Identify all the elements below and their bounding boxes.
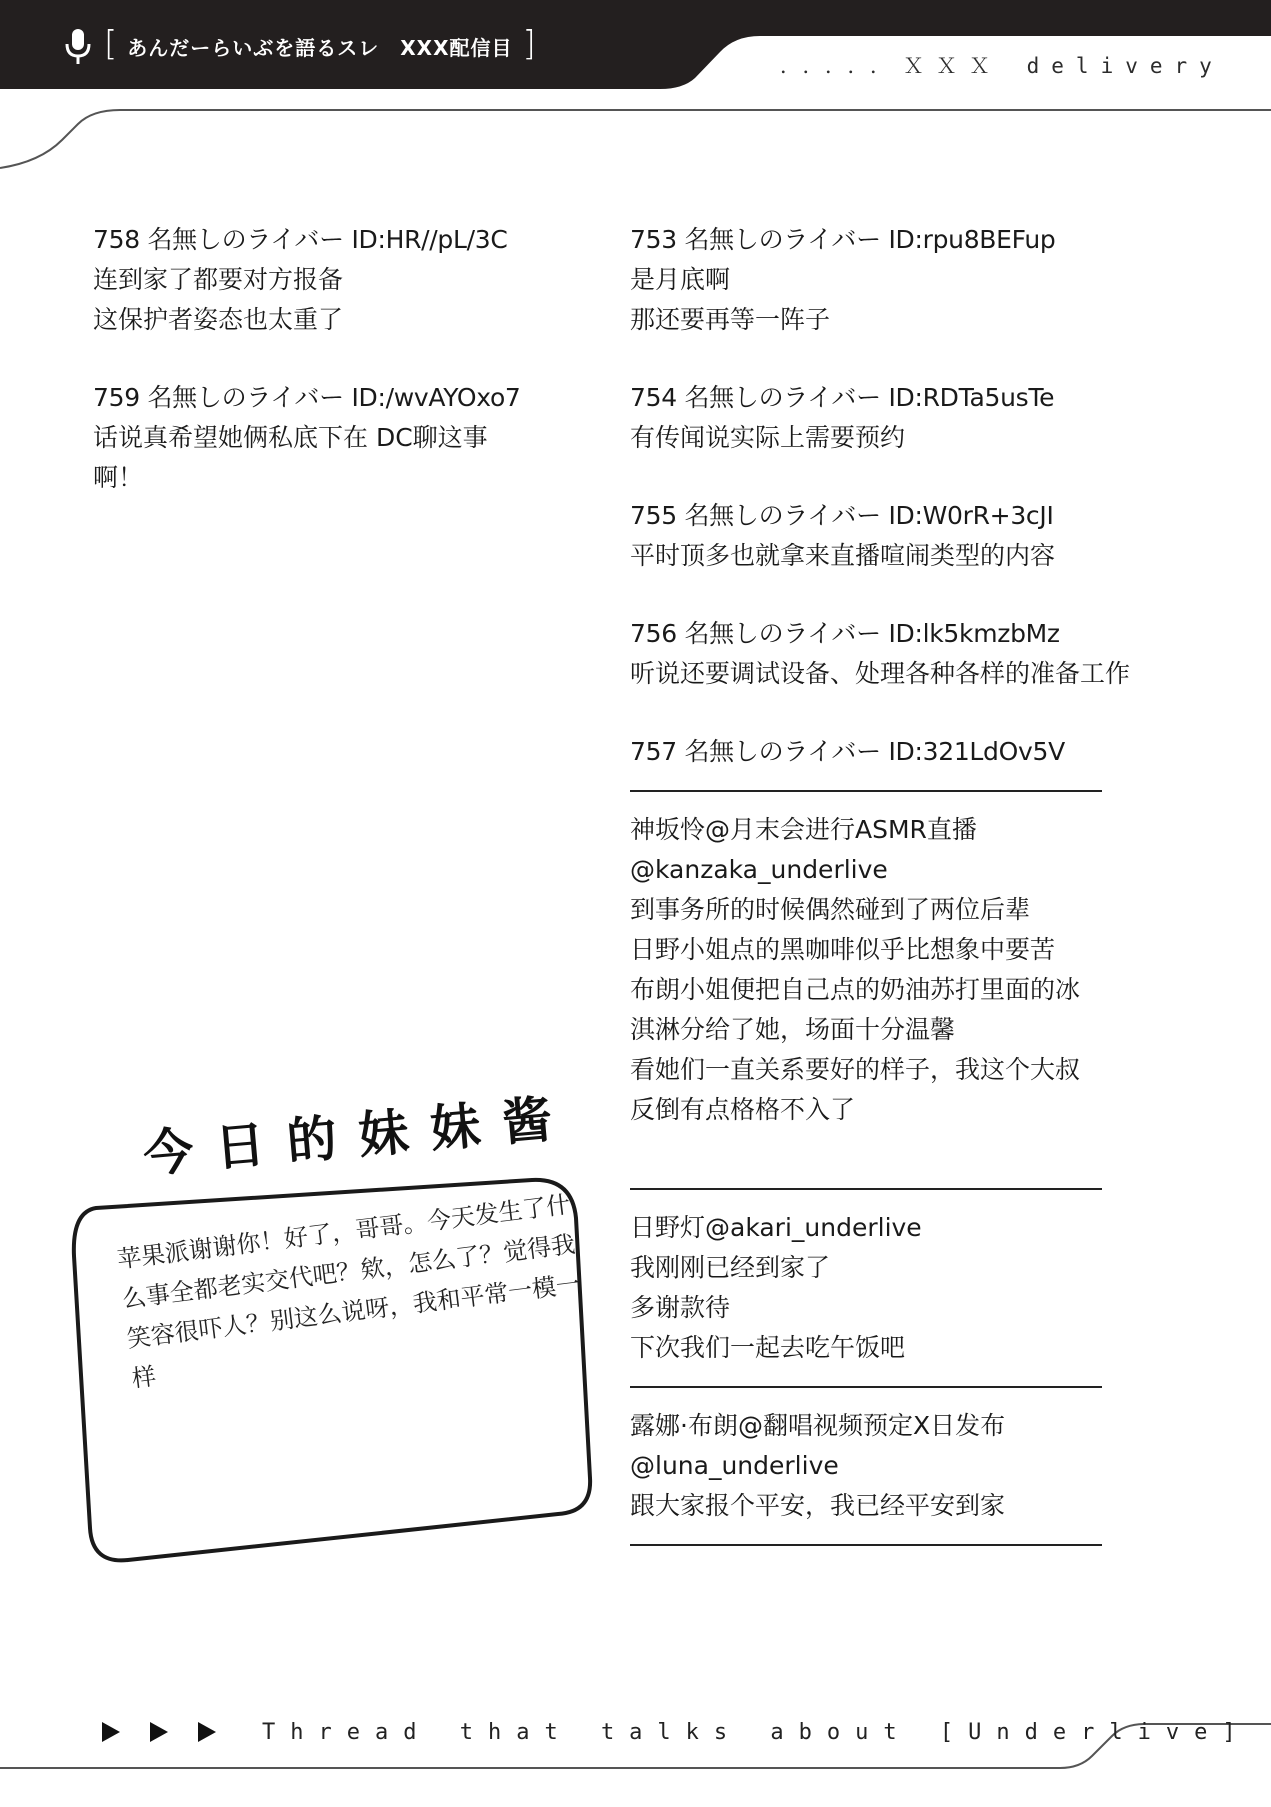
tweet-line: @kanzaka_underlive [630,855,888,884]
tweet-line: 下次我们一起去吃午饭吧 [630,1333,906,1362]
post-body [630,536,1190,576]
footer-arrows [100,1720,218,1744]
divider [630,1544,1102,1546]
post-header: 757 名無しのライバー ID:321LdOv5V [630,737,1065,766]
post-header: 753 名無しのライバー ID:rpu8BEFup [630,225,1056,254]
post [630,220,1190,340]
tweet-line: 布朗小姐便把自己点的奶油苏打里面的冰 [630,975,1081,1004]
tweet-line: 淇淋分给了她，场面十分温馨 [630,1015,956,1044]
left-column [93,220,548,536]
play-arrow-icon [148,1720,170,1744]
post-body [93,260,548,340]
tweet [630,1190,1102,1386]
post [630,614,1190,694]
right-column [630,220,1190,1546]
tweet-line: 神坂怜@月末会进行ASMR直播 [630,815,977,844]
tweet-line: 看她们一直关系要好的样子，我这个大叔 [630,1055,1081,1084]
post-header: 758 名無しのライバー ID:HR//pL/3C [93,225,508,254]
play-arrow-icon [100,1720,122,1744]
microphone-icon [62,26,94,66]
header-subtitle: ．．．．．ＸＸＸ delivery [780,54,1224,78]
post-line: 话说真希望她俩私底下在 DC聊这事 [93,423,488,452]
post-line: 连到家了都要对方报备 [93,265,344,294]
tweet-line: 我刚刚已经到家了 [630,1253,831,1282]
post [630,496,1190,576]
post-line: 听说还要调试设备、处理各种各样的准备工作 [630,659,1131,688]
tweet-line: @luna_underlive [630,1451,839,1480]
tweet [630,792,1102,1148]
post-line: 有传闻说实际上需要预约 [630,423,906,452]
play-arrow-icon [196,1720,218,1744]
post-line: 那还要再等一阵子 [630,305,831,334]
header-underline [0,110,1271,168]
post [630,378,1190,458]
post-line: 平时顶多也就拿来直播喧闹类型的内容 [630,541,1056,570]
post-line: 是月底啊 [630,265,731,294]
post-body [630,654,1190,694]
header-title [62,22,536,70]
footer-text: Thread that talks about [Underlive] [262,1720,1251,1745]
tweet-line: 日野小姐点的黑咖啡似乎比想象中要苦 [630,935,1056,964]
tweet-line: 多谢款待 [630,1293,731,1322]
post-header: 754 名無しのライバー ID:RDTa5usTe [630,383,1055,412]
post-line: 啊！ [93,463,144,492]
post [630,732,1190,772]
post-body [630,260,1190,340]
post-header: 756 名無しのライバー ID:lk5kmzbMz [630,619,1060,648]
note-text: 苹果派谢谢你！好了，哥哥。今天发生了什么事全都老实交代吧？欸，怎么了？觉得我笑容很吓人？别这么说呀，我和平常一模一样 [115,1190,582,1393]
bracket-open: [ [104,24,118,64]
tweet-line: 到事务所的时候偶然碰到了两位后辈 [630,895,1031,924]
post-header: 755 名無しのライバー ID:W0rR+3cJI [630,501,1054,530]
post-body [93,418,548,498]
tweet-line: 反倒有点格格不入了 [630,1095,856,1124]
post [93,220,548,340]
tweet [630,1388,1102,1544]
tweet-line: 露娜·布朗@翻唱视频预定X日发布 [630,1411,1006,1440]
post-header: 759 名無しのライバー ID:/wvAYOxo7 [93,383,521,412]
bracket-close: ] [522,24,536,64]
post [93,378,548,498]
post-line: 这保护者姿态也太重了 [93,305,344,334]
post-body [630,418,1190,458]
tweet-line: 跟大家报个平安，我已经平安到家 [630,1491,1006,1520]
thread-title: あんだーらいぶを語るスレ XXX配信目 [127,35,513,60]
tweet-line: 日野灯@akari_underlive [630,1213,922,1242]
note-title: 今日的妹妹酱 [140,1087,577,1184]
